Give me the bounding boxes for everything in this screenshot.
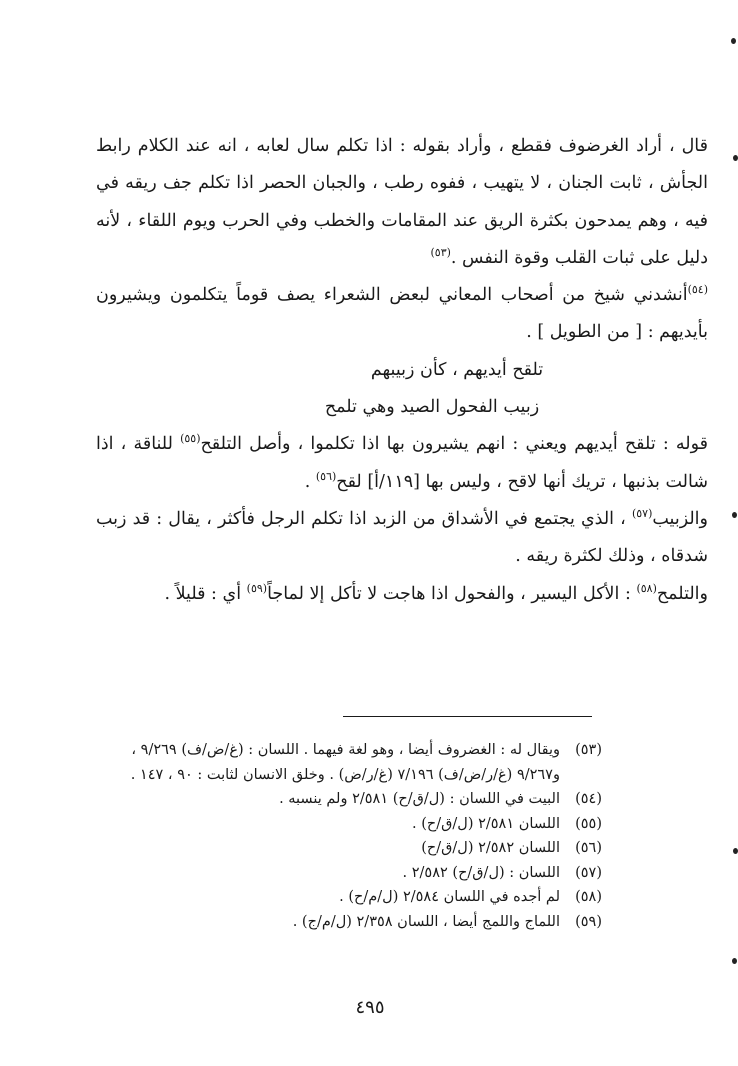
footnote-text: ويقال له : الغضروف أيضا ، وهو لغة فيهما . اللسان : (غ/ض/ف) ٩/٢٦٩ ، و٩/٢٦٧ (غ/ر/ض/ف) ٧/١٩٦ (غ/ر/ض) . وخلق الانسان لثابت : ٩٠ ، ١٤٧ . <box>130 742 560 783</box>
scan-artifact-mark <box>732 512 737 518</box>
paragraph-4-text-a: والزبيب <box>652 508 708 529</box>
paragraph-1 <box>96 128 708 277</box>
page-number: ٤٩٥ <box>355 997 385 1018</box>
footnote-ref-55: (٥٥) <box>180 432 201 446</box>
scan-artifact-mark <box>733 848 738 854</box>
paragraph-1-text: قال ، أراد الغرضوف فقطع ، وأراد بقوله : اذا تكلم سال لعابه ، انه عند الكلام رابط الجأش ، ثابت الجنان ، لا يتهيب ، ففوه رطب ، والجبان الحصر اذا تكلم جف ريقه في فيه ، وهم يمدحون بكثرة الريق عند المقامات والخطب وفي الحرب ويوم اللقاء ، لأنه دليل على ثبات القلب وقوة النفس . <box>96 136 708 268</box>
footnote-text: اللسان : (ل/ق/ح) ٢/٥٨٢ . <box>402 864 560 881</box>
footnote-59 <box>96 910 602 935</box>
footnote-54 <box>96 787 602 812</box>
verse-line-2: زبيب الفحول الصيد وهي تلمح <box>324 397 540 418</box>
footnote-text: البيت في اللسان : (ل/ق/ح) ٢/٥٨١ ولم ينسبه . <box>279 791 560 807</box>
footnote-text: اللماج واللمج أيضا ، اللسان ٢/٣٥٨ (ل/م/ج) . <box>292 913 560 930</box>
footnote-number: (٥٦) <box>575 840 602 856</box>
footnote-53 <box>96 738 602 787</box>
footnote-56 <box>96 836 602 861</box>
paragraph-2-text: أنشدني شيخ من أصحاب المعاني لبعض الشعراء يصف قوماً يتكلمون ويشيرون بأيديهم : [ من الطويل ] . <box>96 285 708 343</box>
paragraph-3-end: . <box>304 471 311 492</box>
footnote-number: (٥٥) <box>575 815 602 832</box>
paragraph-2 <box>96 277 708 352</box>
paragraph-5-text-c: أي : قليلاً . <box>164 583 242 604</box>
verse-line-1: تلقح أيديهم ، كأن زبيبهم <box>370 359 544 380</box>
footnote-58 <box>96 885 602 910</box>
footnotes <box>96 738 602 934</box>
footnote-number: (٥٤) <box>575 791 602 807</box>
paragraph-5-text-b: : الأكل اليسير ، والفحول اذا هاجت لا تأكل إلا لماجاً <box>267 583 631 604</box>
paragraph-5 <box>96 576 708 613</box>
footnote-57 <box>96 861 602 886</box>
footnote-number: (٥٩) <box>575 913 602 930</box>
scan-artifact-mark <box>733 155 738 161</box>
paragraph-4-text-b: ، الذي يجتمع في الأشداق من الزبد اذا تكلم الرجل فأكثر ، يقال : قد زبب شدقاه ، وذلك لكثرة ريقه . <box>96 508 708 567</box>
paragraph-5-text-a: والتلمح <box>656 583 708 604</box>
footnote-55 <box>96 812 602 837</box>
paragraph-3-text-b: للناقة ، اذا شالت بذنبها ، تريك أنها لاقح ، وليس بها [١١٩/أ] لقح <box>96 434 708 492</box>
scan-artifact-mark <box>732 958 737 964</box>
footnote-ref-59: (٥٩) <box>246 581 268 595</box>
main-text <box>96 128 708 613</box>
paragraph-3-text-a: قوله : تلقح أيديهم ويعني : انهم يشيرون بها اذا تكلموا ، وأصل التلقح <box>200 434 708 455</box>
footnote-ref-58: (٥٨) <box>636 581 657 595</box>
footnote-divider <box>343 716 592 717</box>
footnote-text: اللسان ٢/٥٨١ (ل/ق/ح) . <box>412 815 560 832</box>
footnote-number: (٥٨) <box>575 889 602 905</box>
footnote-ref-57: (٥٧) <box>631 507 653 521</box>
footnote-ref-56: (٥٦) <box>315 469 337 483</box>
footnote-text: اللسان ٢/٥٨٢ (ل/ق/ح) <box>421 840 560 856</box>
paragraph-3 <box>96 426 708 501</box>
scan-artifact-mark <box>731 38 736 44</box>
footnote-ref-53: (٥٣) <box>430 246 451 260</box>
footnote-ref-54: (٥٤) <box>687 283 708 297</box>
footnote-text: لم أجده في اللسان ٢/٥٨٤ (ل/م/ح) . <box>339 889 560 905</box>
paragraph-4 <box>96 501 708 576</box>
footnote-number: (٥٣) <box>575 742 602 758</box>
footnote-number: (٥٧) <box>575 864 602 881</box>
